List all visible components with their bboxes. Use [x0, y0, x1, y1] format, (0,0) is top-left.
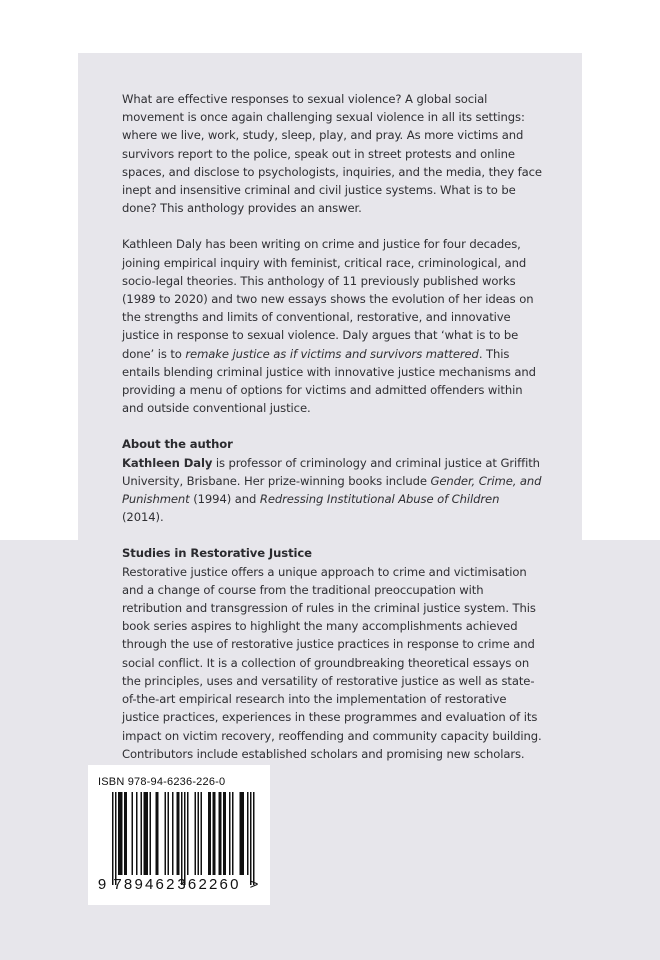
- barcode-box: [88, 765, 270, 905]
- barcode-bar: [198, 792, 200, 875]
- barcode-bar: [118, 792, 120, 875]
- description-emphasis: remake justice as if victims and survivors mattered: [185, 346, 479, 361]
- about-author-paragraph: [122, 454, 542, 527]
- barcode-bar: [121, 792, 123, 875]
- back-cover-text: [122, 90, 542, 763]
- barcode-bar: [223, 792, 225, 875]
- description-part-2: . This entails blending criminal justice with innovative justice mechanisms and providing a menu of options for victims and admitted offenders within and outside conventional justice.: [122, 346, 536, 416]
- barcode-quiet-zone-marker: >: [249, 876, 259, 893]
- barcode-bar: [150, 792, 152, 875]
- barcode-bar: [178, 792, 180, 875]
- barcode-bar: [210, 792, 212, 875]
- author-text-1: is professor of criminology and criminal justice at Griffith University, Brisbane. Her prize-winning books include: [122, 455, 540, 488]
- isbn-label: ISBN 978-94-6236-226-0: [98, 776, 226, 788]
- barcode-bar: [141, 792, 143, 875]
- barcode-bar: [136, 792, 138, 875]
- author-text-3: (2014).: [122, 510, 164, 525]
- description-part-1: Kathleen Daly has been writing on crime and justice for four decades, joining empirical inquiry with feminist, critical race, criminological, and socio-legal theories. This anthology of 11 previously published works (1989 to 2020) and two new essays shows the evolution of her ideas on the strengths and limits of conventional, restorative, and innovative justice in response to sexual violence. Daly argues that ‘what is to be done’ is to: [122, 237, 534, 361]
- intro-paragraph: What are effective responses to sexual violence? A global social movement is once again challenging sexual violence in all its settings: where we live, work, study, sleep, play, and pray. As more victims and survivors report to the police, speak out in street protests and online spaces, and disclose to psychologists, inquiries, and the media, they face inept and insensitive criminal and civil justice systems. What is to be done? This anthology provides an answer.: [122, 92, 542, 216]
- barcode-bar: [253, 792, 255, 885]
- spacer: [122, 217, 542, 235]
- barcode-bar: [240, 792, 242, 875]
- barcode-bar: [219, 792, 221, 875]
- author-text-2: (1994) and: [189, 492, 260, 507]
- barcode-bar: [181, 792, 183, 885]
- barcode-bar: [120, 792, 122, 875]
- barcode-bar: [165, 792, 167, 875]
- barcode-bar: [132, 792, 134, 875]
- barcode-bar: [112, 792, 114, 885]
- barcode-bar: [144, 792, 146, 875]
- barcode-bar: [126, 792, 128, 875]
- barcode-bar: [250, 792, 252, 885]
- barcode-bar: [220, 792, 222, 875]
- author-book-1: Gender, Crime, and Punishment: [122, 473, 542, 507]
- barcode-bar: [214, 792, 216, 875]
- barcode-bar: [147, 792, 149, 875]
- ean-13-barcode: [88, 765, 270, 905]
- barcode-bar: [172, 792, 174, 875]
- barcode-bar: [201, 792, 203, 875]
- description-paragraph: [122, 235, 542, 417]
- author-book-2: Redressing Institutional Abuse of Children: [259, 492, 500, 507]
- barcode-bar: [241, 792, 243, 875]
- barcode-bar: [195, 792, 197, 875]
- barcode-left-digits: 789462: [113, 876, 177, 893]
- barcode-bar: [229, 792, 231, 875]
- about-author-heading: About the author: [122, 437, 233, 452]
- barcode-bar: [168, 792, 170, 875]
- barcode-bar: [157, 792, 159, 875]
- barcode-bar: [124, 792, 126, 875]
- series-paragraph: Restorative justice offers a unique approach to crime and victimisation and a change of course from the traditional preoccupation with retribution and transgression of rules in the criminal justice system. This book series aspires to highlight the many accomplishments achieved through the use of restorative justice practices in response to crime and social conflict. It is a collection of groundbreaking theoretical essays on the principles, uses and versatility of restorative justice as well as state-of-the-art empirical research into the implementation of restorative justice practices, experiences in these programmes and evaluation of its impact on victim recovery, reoffending and community capacity building. Contributors include established scholars and promising new scholars.: [122, 564, 542, 761]
- barcode-bar: [156, 792, 158, 875]
- spacer: [122, 526, 542, 544]
- author-name: Kathleen Daly: [122, 455, 213, 470]
- barcode-bar: [243, 792, 245, 875]
- barcode-right-digits: 362260: [177, 876, 241, 893]
- barcode-bar: [225, 792, 227, 875]
- barcode-bar: [232, 792, 234, 875]
- barcode-bar: [213, 792, 215, 875]
- series-heading: Studies in Restorative Justice: [122, 546, 312, 561]
- spacer: [122, 417, 542, 435]
- barcode-bar: [177, 792, 179, 875]
- barcode-bars: [112, 792, 255, 885]
- barcode-bar: [184, 792, 186, 885]
- barcode-bar: [247, 792, 249, 875]
- barcode-bar: [187, 792, 189, 875]
- barcode-bar: [145, 792, 147, 875]
- barcode-bar: [115, 792, 117, 885]
- barcode-bar: [208, 792, 210, 875]
- barcode-first-digit: 9: [97, 876, 107, 893]
